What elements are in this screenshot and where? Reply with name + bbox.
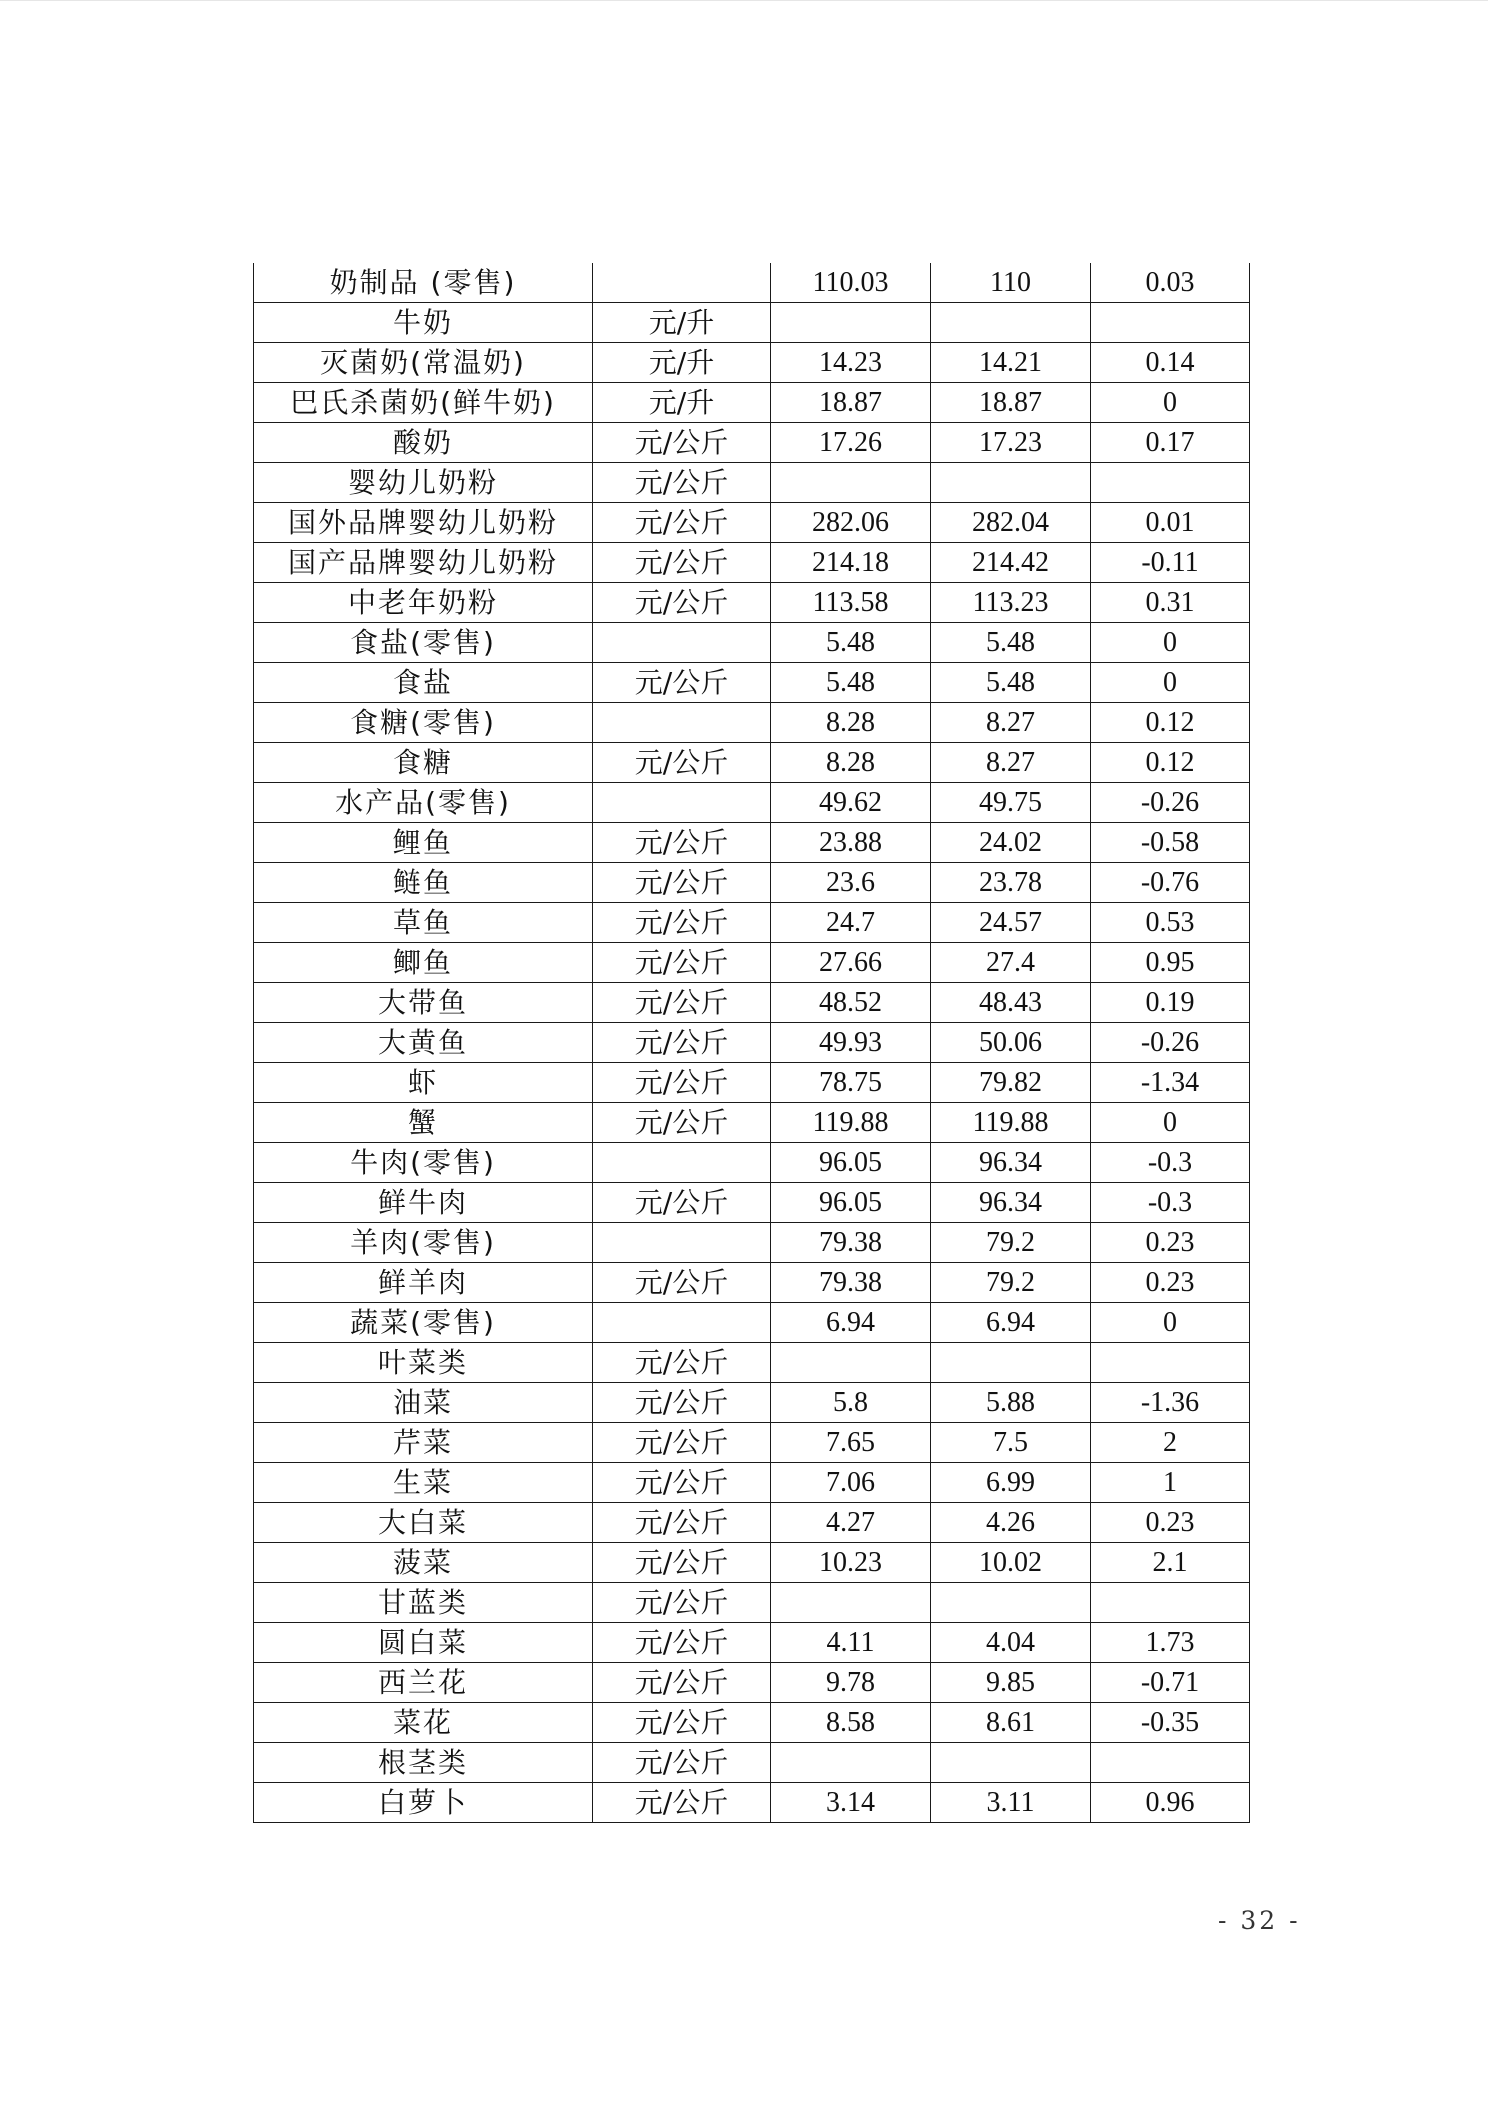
previous-price-cell: 282.04 [931, 503, 1091, 543]
current-price-cell: 8.28 [771, 743, 931, 783]
change-percent-cell: 0 [1091, 1103, 1250, 1143]
price-table [253, 263, 1250, 1823]
unit-cell: 元/公斤 [593, 863, 771, 903]
item-name-cell: 食盐(零售) [254, 623, 593, 663]
current-price-cell: 49.93 [771, 1023, 931, 1063]
item-name-cell: 白萝卜 [254, 1783, 593, 1823]
unit-cell: 元/公斤 [593, 583, 771, 623]
table-row [254, 663, 1250, 703]
item-name-cell: 鲤鱼 [254, 823, 593, 863]
change-percent-cell: 0 [1091, 623, 1250, 663]
previous-price-cell [931, 303, 1091, 343]
current-price-cell: 9.78 [771, 1663, 931, 1703]
item-name-cell: 鲜羊肉 [254, 1263, 593, 1303]
item-name-cell: 蟹 [254, 1103, 593, 1143]
table-row [254, 703, 1250, 743]
previous-price-cell: 5.48 [931, 623, 1091, 663]
table-row [254, 1583, 1250, 1623]
current-price-cell: 17.26 [771, 423, 931, 463]
table-row [254, 743, 1250, 783]
item-name-cell: 生菜 [254, 1463, 593, 1503]
previous-price-cell: 5.88 [931, 1383, 1091, 1423]
unit-cell: 元/公斤 [593, 943, 771, 983]
change-percent-cell: 2.1 [1091, 1543, 1250, 1583]
item-name-cell: 鲢鱼 [254, 863, 593, 903]
change-percent-cell: 0.96 [1091, 1783, 1250, 1823]
previous-price-cell: 79.82 [931, 1063, 1091, 1103]
unit-cell: 元/公斤 [593, 1263, 771, 1303]
item-name-cell: 根茎类 [254, 1743, 593, 1783]
table-row [254, 1703, 1250, 1743]
previous-price-cell [931, 1743, 1091, 1783]
item-name-cell: 大白菜 [254, 1503, 593, 1543]
unit-cell: 元/升 [593, 343, 771, 383]
current-price-cell: 24.7 [771, 903, 931, 943]
item-name-cell: 大带鱼 [254, 983, 593, 1023]
unit-cell: 元/升 [593, 383, 771, 423]
item-name-cell: 叶菜类 [254, 1343, 593, 1383]
unit-cell [593, 623, 771, 663]
page-number: - 32 - [1218, 1906, 1301, 1935]
current-price-cell: 214.18 [771, 543, 931, 583]
current-price-cell: 49.62 [771, 783, 931, 823]
table-row [254, 503, 1250, 543]
table-row [254, 1743, 1250, 1783]
change-percent-cell: 0.12 [1091, 703, 1250, 743]
current-price-cell [771, 1343, 931, 1383]
table-row [254, 1143, 1250, 1183]
change-percent-cell [1091, 1583, 1250, 1623]
change-percent-cell: 0 [1091, 663, 1250, 703]
table-row [254, 623, 1250, 663]
change-percent-cell: 0.23 [1091, 1503, 1250, 1543]
unit-cell: 元/公斤 [593, 543, 771, 583]
previous-price-cell [931, 1583, 1091, 1623]
item-name-cell: 菜花 [254, 1703, 593, 1743]
change-percent-cell: 0.31 [1091, 583, 1250, 623]
current-price-cell: 79.38 [771, 1223, 931, 1263]
change-percent-cell: 0 [1091, 383, 1250, 423]
change-percent-cell: 0.95 [1091, 943, 1250, 983]
table-row [254, 943, 1250, 983]
unit-cell: 元/公斤 [593, 1703, 771, 1743]
current-price-cell: 119.88 [771, 1103, 931, 1143]
current-price-cell: 23.6 [771, 863, 931, 903]
item-name-cell: 食糖 [254, 743, 593, 783]
unit-cell: 元/公斤 [593, 663, 771, 703]
previous-price-cell: 24.57 [931, 903, 1091, 943]
current-price-cell [771, 303, 931, 343]
previous-price-cell: 24.02 [931, 823, 1091, 863]
change-percent-cell: -0.71 [1091, 1663, 1250, 1703]
current-price-cell: 7.65 [771, 1423, 931, 1463]
item-name-cell: 油菜 [254, 1383, 593, 1423]
unit-cell: 元/公斤 [593, 983, 771, 1023]
change-percent-cell: 0.23 [1091, 1263, 1250, 1303]
previous-price-cell: 23.78 [931, 863, 1091, 903]
previous-price-cell [931, 463, 1091, 503]
table-row [254, 823, 1250, 863]
table-row [254, 543, 1250, 583]
unit-cell: 元/公斤 [593, 1623, 771, 1663]
unit-cell: 元/公斤 [593, 743, 771, 783]
unit-cell: 元/公斤 [593, 1423, 771, 1463]
item-name-cell: 鲜牛肉 [254, 1183, 593, 1223]
table-row [254, 1783, 1250, 1823]
item-name-cell: 羊肉(零售) [254, 1223, 593, 1263]
unit-cell: 元/公斤 [593, 1463, 771, 1503]
change-percent-cell: 0.53 [1091, 903, 1250, 943]
table-row [254, 1623, 1250, 1663]
unit-cell [593, 1223, 771, 1263]
previous-price-cell: 50.06 [931, 1023, 1091, 1063]
item-name-cell: 巴氏杀菌奶(鲜牛奶) [254, 383, 593, 423]
previous-price-cell: 214.42 [931, 543, 1091, 583]
table-row [254, 1023, 1250, 1063]
change-percent-cell [1091, 303, 1250, 343]
change-percent-cell: 0 [1091, 1303, 1250, 1343]
previous-price-cell: 113.23 [931, 583, 1091, 623]
table-row [254, 863, 1250, 903]
table-row [254, 903, 1250, 943]
change-percent-cell: -0.76 [1091, 863, 1250, 903]
current-price-cell: 5.8 [771, 1383, 931, 1423]
change-percent-cell [1091, 1743, 1250, 1783]
unit-cell: 元/公斤 [593, 1343, 771, 1383]
change-percent-cell: -1.34 [1091, 1063, 1250, 1103]
table-row [254, 263, 1250, 303]
table-row [254, 583, 1250, 623]
unit-cell: 元/公斤 [593, 1183, 771, 1223]
table-row [254, 1423, 1250, 1463]
current-price-cell [771, 463, 931, 503]
item-name-cell: 水产品(零售) [254, 783, 593, 823]
current-price-cell: 96.05 [771, 1143, 931, 1183]
unit-cell: 元/公斤 [593, 463, 771, 503]
unit-cell [593, 1303, 771, 1343]
previous-price-cell: 14.21 [931, 343, 1091, 383]
table-row [254, 1103, 1250, 1143]
current-price-cell: 110.03 [771, 263, 931, 303]
item-name-cell: 西兰花 [254, 1663, 593, 1703]
change-percent-cell: 1.73 [1091, 1623, 1250, 1663]
unit-cell [593, 263, 771, 303]
table-row [254, 423, 1250, 463]
unit-cell: 元/公斤 [593, 1023, 771, 1063]
change-percent-cell [1091, 1343, 1250, 1383]
current-price-cell: 3.14 [771, 1783, 931, 1823]
item-name-cell: 酸奶 [254, 423, 593, 463]
change-percent-cell: -0.58 [1091, 823, 1250, 863]
item-name-cell: 牛奶 [254, 303, 593, 343]
item-name-cell: 草鱼 [254, 903, 593, 943]
previous-price-cell: 49.75 [931, 783, 1091, 823]
unit-cell: 元/公斤 [593, 1063, 771, 1103]
unit-cell: 元/公斤 [593, 823, 771, 863]
previous-price-cell: 7.5 [931, 1423, 1091, 1463]
unit-cell: 元/公斤 [593, 1783, 771, 1823]
change-percent-cell: 2 [1091, 1423, 1250, 1463]
item-name-cell: 中老年奶粉 [254, 583, 593, 623]
unit-cell: 元/公斤 [593, 423, 771, 463]
change-percent-cell: -0.35 [1091, 1703, 1250, 1743]
previous-price-cell: 79.2 [931, 1223, 1091, 1263]
current-price-cell: 4.11 [771, 1623, 931, 1663]
previous-price-cell: 96.34 [931, 1143, 1091, 1183]
change-percent-cell: -0.3 [1091, 1143, 1250, 1183]
change-percent-cell: 0.17 [1091, 423, 1250, 463]
unit-cell: 元/公斤 [593, 1543, 771, 1583]
item-name-cell: 国产品牌婴幼儿奶粉 [254, 543, 593, 583]
previous-price-cell: 9.85 [931, 1663, 1091, 1703]
item-name-cell: 食糖(零售) [254, 703, 593, 743]
item-name-cell: 蔬菜(零售) [254, 1303, 593, 1343]
previous-price-cell [931, 1343, 1091, 1383]
item-name-cell: 鲫鱼 [254, 943, 593, 983]
current-price-cell: 79.38 [771, 1263, 931, 1303]
previous-price-cell: 8.27 [931, 743, 1091, 783]
previous-price-cell: 119.88 [931, 1103, 1091, 1143]
change-percent-cell: 1 [1091, 1463, 1250, 1503]
item-name-cell: 菠菜 [254, 1543, 593, 1583]
unit-cell: 元/升 [593, 303, 771, 343]
current-price-cell: 48.52 [771, 983, 931, 1023]
current-price-cell: 27.66 [771, 943, 931, 983]
previous-price-cell: 17.23 [931, 423, 1091, 463]
unit-cell: 元/公斤 [593, 1743, 771, 1783]
change-percent-cell [1091, 463, 1250, 503]
table-row [254, 1463, 1250, 1503]
current-price-cell: 282.06 [771, 503, 931, 543]
current-price-cell: 18.87 [771, 383, 931, 423]
item-name-cell: 婴幼儿奶粉 [254, 463, 593, 503]
previous-price-cell: 18.87 [931, 383, 1091, 423]
previous-price-cell: 79.2 [931, 1263, 1091, 1303]
table-row [254, 463, 1250, 503]
change-percent-cell: -0.11 [1091, 543, 1250, 583]
item-name-cell: 奶制品 (零售) [254, 263, 593, 303]
unit-cell: 元/公斤 [593, 1103, 771, 1143]
previous-price-cell: 96.34 [931, 1183, 1091, 1223]
change-percent-cell: 0.19 [1091, 983, 1250, 1023]
table-row [254, 343, 1250, 383]
unit-cell: 元/公斤 [593, 503, 771, 543]
item-name-cell: 圆白菜 [254, 1623, 593, 1663]
item-name-cell: 牛肉(零售) [254, 1143, 593, 1183]
unit-cell: 元/公斤 [593, 1503, 771, 1543]
previous-price-cell: 48.43 [931, 983, 1091, 1023]
unit-cell: 元/公斤 [593, 903, 771, 943]
unit-cell: 元/公斤 [593, 1663, 771, 1703]
unit-cell: 元/公斤 [593, 1383, 771, 1423]
current-price-cell: 7.06 [771, 1463, 931, 1503]
current-price-cell: 8.58 [771, 1703, 931, 1743]
previous-price-cell: 4.04 [931, 1623, 1091, 1663]
current-price-cell: 113.58 [771, 583, 931, 623]
unit-cell [593, 703, 771, 743]
previous-price-cell: 5.48 [931, 663, 1091, 703]
unit-cell: 元/公斤 [593, 1583, 771, 1623]
change-percent-cell: -1.36 [1091, 1383, 1250, 1423]
current-price-cell: 23.88 [771, 823, 931, 863]
change-percent-cell: 0.23 [1091, 1223, 1250, 1263]
current-price-cell: 5.48 [771, 663, 931, 703]
current-price-cell: 8.28 [771, 703, 931, 743]
change-percent-cell: -0.3 [1091, 1183, 1250, 1223]
table-row [254, 303, 1250, 343]
page-top-border [0, 0, 1488, 1]
current-price-cell: 96.05 [771, 1183, 931, 1223]
current-price-cell [771, 1583, 931, 1623]
change-percent-cell: 0.03 [1091, 263, 1250, 303]
current-price-cell: 5.48 [771, 623, 931, 663]
unit-cell [593, 783, 771, 823]
table-row [254, 1223, 1250, 1263]
table-row [254, 1663, 1250, 1703]
item-name-cell: 灭菌奶(常温奶) [254, 343, 593, 383]
table-row [254, 1543, 1250, 1583]
current-price-cell: 10.23 [771, 1543, 931, 1583]
previous-price-cell: 3.11 [931, 1783, 1091, 1823]
item-name-cell: 芹菜 [254, 1423, 593, 1463]
change-percent-cell: 0.01 [1091, 503, 1250, 543]
previous-price-cell: 27.4 [931, 943, 1091, 983]
previous-price-cell: 4.26 [931, 1503, 1091, 1543]
table-row [254, 783, 1250, 823]
previous-price-cell: 10.02 [931, 1543, 1091, 1583]
previous-price-cell: 6.94 [931, 1303, 1091, 1343]
table-row [254, 1503, 1250, 1543]
item-name-cell: 国外品牌婴幼儿奶粉 [254, 503, 593, 543]
item-name-cell: 食盐 [254, 663, 593, 703]
previous-price-cell: 8.61 [931, 1703, 1091, 1743]
table-row [254, 1343, 1250, 1383]
current-price-cell: 4.27 [771, 1503, 931, 1543]
table-row [254, 1383, 1250, 1423]
change-percent-cell: 0.14 [1091, 343, 1250, 383]
table-row [254, 983, 1250, 1023]
item-name-cell: 甘蓝类 [254, 1583, 593, 1623]
previous-price-cell: 110 [931, 263, 1091, 303]
current-price-cell: 78.75 [771, 1063, 931, 1103]
table-row [254, 1183, 1250, 1223]
table-row [254, 383, 1250, 423]
previous-price-cell: 6.99 [931, 1463, 1091, 1503]
table-row [254, 1303, 1250, 1343]
current-price-cell: 6.94 [771, 1303, 931, 1343]
previous-price-cell: 8.27 [931, 703, 1091, 743]
change-percent-cell: -0.26 [1091, 1023, 1250, 1063]
item-name-cell: 大黄鱼 [254, 1023, 593, 1063]
current-price-cell [771, 1743, 931, 1783]
change-percent-cell: 0.12 [1091, 743, 1250, 783]
table-row [254, 1263, 1250, 1303]
item-name-cell: 虾 [254, 1063, 593, 1103]
price-table-body [254, 263, 1250, 1823]
current-price-cell: 14.23 [771, 343, 931, 383]
change-percent-cell: -0.26 [1091, 783, 1250, 823]
table-row [254, 1063, 1250, 1103]
unit-cell [593, 1143, 771, 1183]
